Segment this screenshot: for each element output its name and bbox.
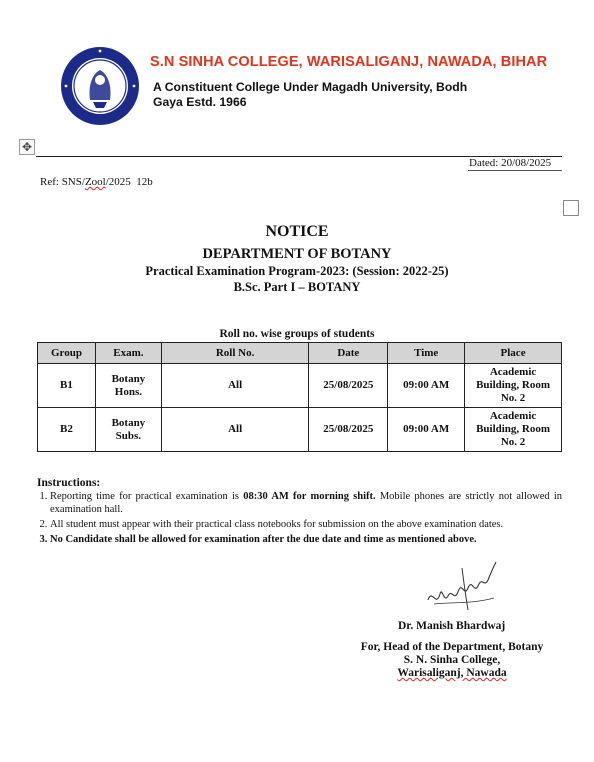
- signatory-line: For, Head of the Department, Botany: [360, 641, 544, 653]
- table-row: [38, 408, 562, 452]
- header-exam: Exam.: [95, 343, 161, 364]
- cell-group: B1: [38, 364, 96, 408]
- cell-date: 25/08/2025: [309, 364, 388, 408]
- signatory-line: Warisaliganj, Nawada: [397, 667, 507, 679]
- cell-exam: Botany Subs.: [95, 408, 161, 452]
- college-logo-icon: [60, 46, 140, 126]
- department-title: DEPARTMENT OF BOTANY: [202, 246, 392, 262]
- dated-underline: [468, 170, 562, 171]
- ref-department: Zool: [84, 176, 106, 188]
- cell-exam: Botany Hons.: [95, 364, 161, 408]
- header-date: Date: [309, 343, 388, 364]
- cell-time: 09:00 AM: [388, 364, 465, 408]
- cell-time: 09:00 AM: [388, 408, 465, 452]
- cell-roll-no: All: [161, 364, 309, 408]
- signatory-line: S. N. Sinha College,: [403, 654, 501, 666]
- instructions-title: Instructions:: [37, 477, 101, 489]
- instruction-item: [50, 490, 562, 516]
- class-title: B.Sc. Part I – BOTANY: [233, 280, 361, 294]
- reference-number: [40, 176, 153, 188]
- exam-schedule-table: [37, 342, 562, 452]
- college-subtitle: A Constituent College Under Magadh University, Bodh Gaya Estd. 1966: [153, 80, 468, 109]
- table-row: [38, 364, 562, 408]
- college-name: S.N SINHA COLLEGE, WARISALIGANJ, NAWADA, BIHAR: [150, 54, 548, 70]
- handwritten-signature: [422, 558, 502, 616]
- instruction-text: Reporting time for practical examination is: [50, 491, 244, 502]
- instruction-highlight: 08:30 AM for morning shift.: [243, 491, 376, 502]
- instruction-item: 2. All student must appear with their practical class notebooks for submission on the above examination dates.: [50, 518, 562, 531]
- table-header-row: [38, 343, 562, 364]
- ref-prefix: Ref: SNS/: [40, 176, 85, 188]
- signatory-block: [352, 641, 552, 680]
- header-place: Place: [465, 343, 562, 364]
- checkbox[interactable]: [563, 200, 579, 216]
- cell-date: 25/08/2025: [309, 408, 388, 452]
- signatory-name: Dr. Manish Bhardwaj: [398, 620, 506, 632]
- move-icon[interactable]: ✥: [19, 139, 35, 155]
- notice-title: NOTICE: [265, 223, 329, 240]
- dated-text: Dated: 20/08/2025: [469, 157, 552, 169]
- program-title: Practical Examination Program-2023: (Session: 2022-25): [145, 264, 449, 278]
- instructions-section: [37, 477, 562, 548]
- instructions-list: [37, 490, 562, 546]
- ref-suffix: /2025 12b: [105, 176, 153, 188]
- roll-caption: Roll no. wise groups of students: [219, 328, 375, 340]
- instruction-item: 3. No Candidate shall be allowed for examination after the due date and time as mentioned above.: [50, 533, 562, 546]
- cell-place: Academic Building, Room No. 2: [465, 408, 562, 452]
- cell-place: Academic Building, Room No. 2: [465, 364, 562, 408]
- instruction-text: Mobile phones are strictly not allowed in examination hall.: [50, 491, 562, 515]
- header-group: Group: [38, 343, 96, 364]
- header-time: Time: [388, 343, 465, 364]
- cell-roll-no: All: [161, 408, 309, 452]
- cell-group: B2: [38, 408, 96, 452]
- header-roll-no: Roll No.: [161, 343, 309, 364]
